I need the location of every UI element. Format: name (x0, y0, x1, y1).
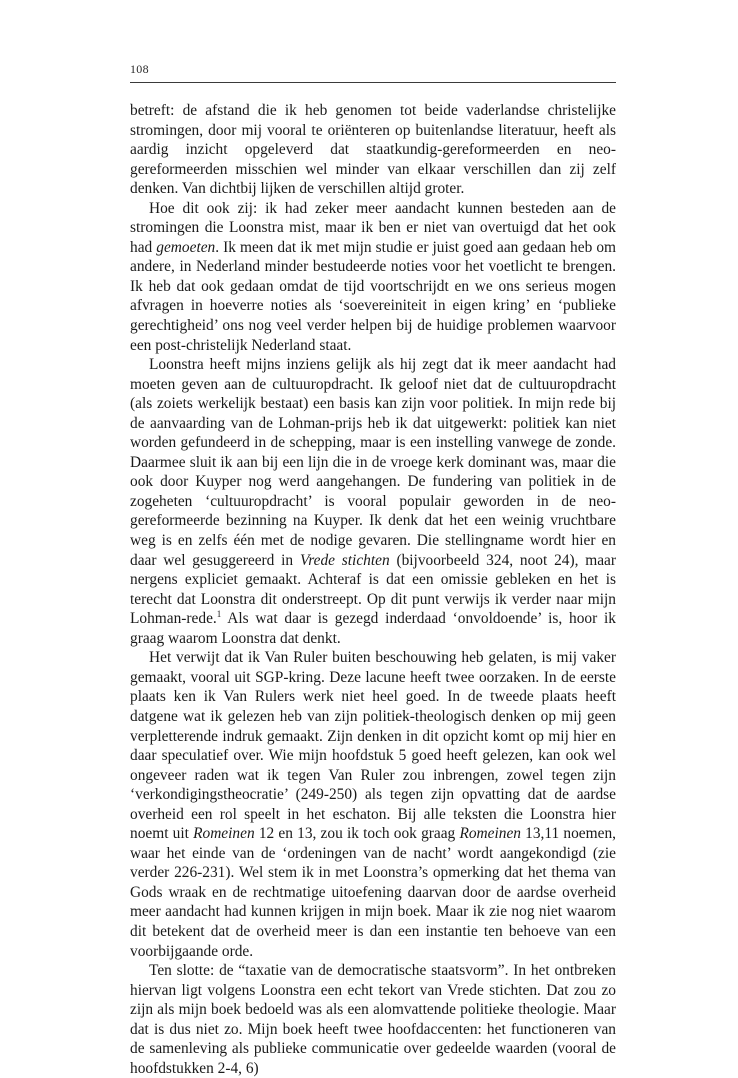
text-span: 12 en 13, zou ik toch ook graag (254, 825, 460, 843)
paragraph-4 (130, 648, 616, 961)
body-text (130, 101, 616, 1078)
text-span: (bijvoorbeeld 324, noot 24), maar nergens expliciet gemaakt. Achteraf is dat een omissie gebleken en het is terecht dat Loonstra dit onderstreept. Op dit punt verwijs ik verder naar mijn Lohman-rede. (130, 551, 616, 628)
text-span: Ten slotte: de “taxatie van de democratische staatsvorm”. In het ontbreken hiervan ligt volgens Loonstra een echt tekort van Vrede stichten. Dat zou zo zijn als mijn boek bedoeld was als een alomvattende politieke theologie. Maar dat is dus niet zo. Mijn boek heeft twee hoofdaccenten: het functioneren van de samenleving als publieke communicatie over gedeelde waarden (vooral de hoofdstukken 2-4, 6) (130, 962, 616, 1077)
emphasis-gemoeten: gemoeten (156, 238, 216, 256)
paragraph-3 (130, 355, 616, 648)
book-title-vrede-stichten: Vrede stichten (299, 551, 390, 569)
text-span: Loonstra heeft mijns inziens gelijk als hij zegt dat ik meer aandacht had moeten geven aan de cultuuropdracht. Ik geloof niet dat de cultuuropdracht (als zoiets werkelijk bestaat) een basis kan zijn voor politiek. In mijn rede bij de aanvaarding van de Lohman-prijs heb ik dat uitgewerkt: politiek kan niet worden gefundeerd in de schepping, maar is een instelling vanwege de zonde. Daarmee sluit ik aan bij een lijn die in de vroege kerk dominant was, maar die ook door Kuyper nog werd aangehangen. De fundering van politiek in de zogeheten ‘cultuuropdracht’ is vooral populair geworden in de neo-gereformeerde bezinning na Kuyper. Ik denk dat het een weinig vruchtbare weg is en zelfs één met de nodige gevaren. Die stellingname wordt hier en daar wel gesuggereerd in (130, 356, 616, 569)
text-span: Het verwijt dat ik Van Ruler buiten beschouwing heb gelaten, is mij vaker gemaakt, vooral uit SGP-kring. Deze lacune heeft twee oorzaken. In de eerste plaats ken ik Van Rulers werk niet heel goed. In de tweede plaats heeft datgene wat ik gelezen heb van zijn politiek-theologisch denken op mij geen verpletterende indruk gemaakt. Zijn denken in dit opzicht komt op mij hier en daar speculatief over. Wie mijn hoofdstuk 5 goed heeft gelezen, kan ook wel ongeveer raden wat ik tegen Van Ruler zou inbrengen, zowel tegen zijn ‘verkondigingstheocratie’ (249-250) als tegen zijn opvatting dat de aardse overheid een rol speelt in het eschaton. Bij alle teksten die Loonstra hier noemt uit (130, 649, 616, 843)
header-rule (130, 82, 616, 83)
footnote-marker-1[interactable]: 1 (216, 609, 222, 620)
paragraph-5 (130, 961, 616, 1078)
text-span: . Ik meen dat ik met mijn studie er juist goed aan gedaan heb om andere, in Nederland minder bestudeerde noties voor het voetlicht te brengen. Ik heb dat ook gedaan omdat de tijd voortschrijdt en we ons serieus mogen afvragen in hoeverre noties als ‘soevereiniteit in eigen kring’ en ‘publieke gerechtigheid’ ons nog veel verder helpen bij de huidige problemen waarvoor een post-christelijk Nederland staat. (130, 238, 616, 354)
text-span: Als wat daar is gezegd inderdaad ‘onvoldoende’ is, hoor ik graag waarom Loonstra dat denkt. (130, 610, 616, 647)
paragraph-2 (130, 199, 616, 355)
text-span: Hoe dit ook zij: ik had zeker meer aandacht kunnen besteden aan de stromingen die Loonstra mist, maar ik ben er niet van overtuigd dat het ook had (130, 199, 616, 256)
text-span: 13,11 noemen, waar het einde van de ‘ordeningen van de nacht’ wordt aangekondigd (zie verder 226-231). Wel stem ik in met Loonstra’s opmerking dat het thema van Gods wraak en de rechtmatige uitoefening daarvan door de aardse overheid meer aandacht had kunnen krijgen in mijn boek. Maar ik zie nog niet waarom dit betekent dat de overheid meer is dan een instantie ten behoeve van een voorbijgaande orde. (130, 825, 616, 960)
book-reference-romeinen: Romeinen (193, 825, 255, 843)
book-reference-romeinen: Romeinen (459, 825, 521, 843)
paragraph-1 (130, 101, 616, 199)
text-span: betreft: de afstand die ik heb genomen tot beide vaderlandse christelijke stromingen, door mij vooral te oriënteren op buitenlandse literatuur, heeft als aardig inzicht opgeleverd dat staatkundig-gereformeerden en neo-gereformeerden misschien wel minder van elkaar verschillen dan zij zelf denken. Van dichtbij lijken de verschillen altijd groter. (130, 102, 616, 198)
page-number: 108 (130, 62, 149, 76)
